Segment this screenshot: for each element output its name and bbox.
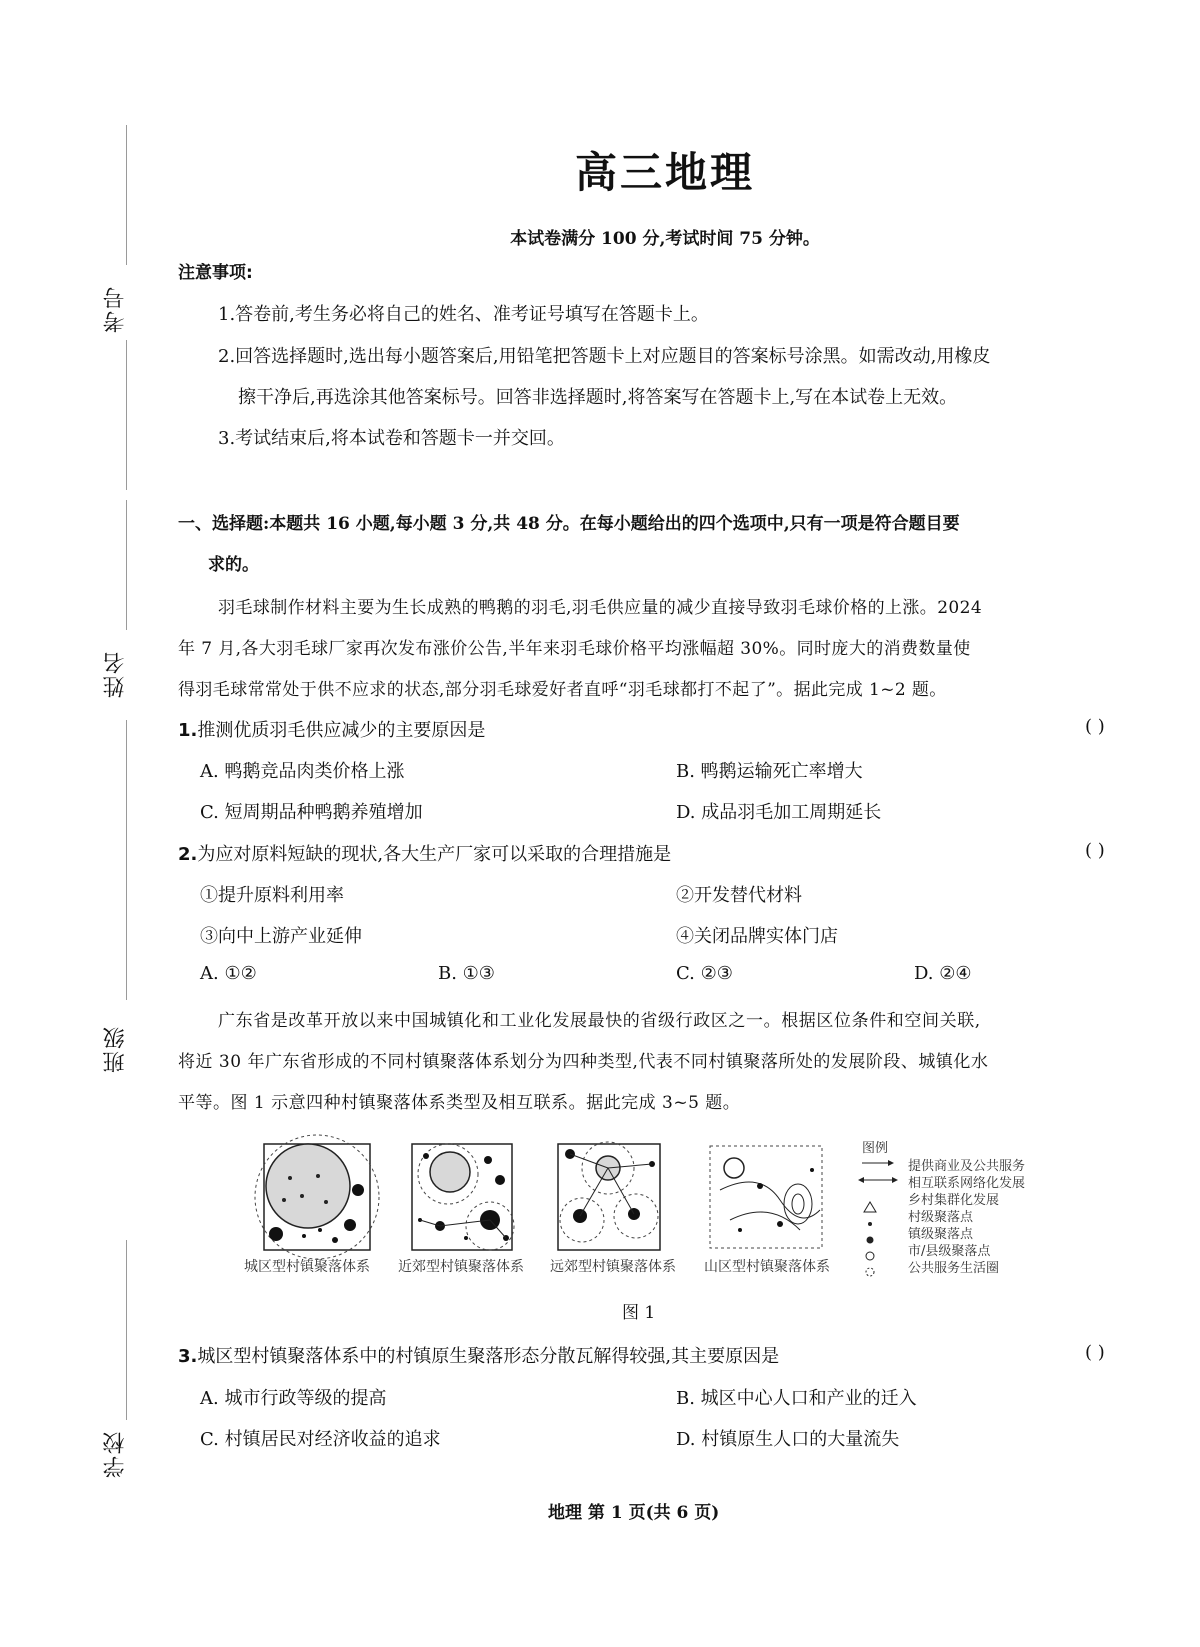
binding-line — [126, 340, 127, 490]
passage2-line2: 将近 30 年广东省形成的不同村镇聚落体系划分为四种类型,代表不同村镇聚落所处的发展阶段、城镇化水 — [178, 1052, 989, 1072]
question-stem: 为应对原料短缺的现状,各大生产厂家可以采取的合理措施是 — [197, 844, 672, 865]
option-d[interactable]: D. ②④ — [914, 963, 972, 984]
passage1-line1: 羽毛球制作材料主要为生长成熟的鸭鹅的羽毛,羽毛供应量的减少直接导致羽毛球价格的上涨。2024 — [218, 598, 983, 618]
notes-item-3: 3.考试结束后,将本试卷和答题卡一并交回。 — [218, 428, 565, 449]
statement-1: ①提升原料利用率 — [200, 885, 344, 906]
passage1-line2: 年 7 月,各大羽毛球厂家再次发布涨价公告,半年来羽毛球价格平均涨幅超 30%。同时庞大的消费数量使 — [178, 639, 971, 659]
question-number: 1. — [178, 720, 198, 741]
section-heading-b: 求的。 — [208, 555, 259, 575]
option-a[interactable]: A. 城市行政等级的提高 — [200, 1388, 387, 1409]
legend-item-village: 村级聚落点 — [908, 1210, 974, 1225]
question-number: 3. — [178, 1346, 198, 1367]
diagram-urban — [255, 1135, 379, 1259]
diagram-exurban — [558, 1142, 660, 1250]
question-number: 2. — [178, 844, 198, 865]
option-a[interactable]: A. ①② — [200, 963, 257, 984]
figure-label: 图 1 — [622, 1303, 656, 1323]
notes-heading: 注意事项: — [178, 263, 253, 283]
section-heading-a: 一、选择题:本题共 16 小题,每小题 3 分,共 48 分。在每小题给出的四个选项中,只有一项是符合题目要 — [178, 514, 960, 534]
question-2 — [178, 840, 671, 866]
option-d[interactable]: D. 成品羽毛加工周期延长 — [676, 802, 882, 823]
answer-blank[interactable]: ( ) — [1085, 716, 1105, 737]
legend-item-cluster: 乡村集群化发展 — [908, 1193, 1000, 1208]
legend-item-town: 镇级聚落点 — [908, 1227, 974, 1242]
notes-item-2b: 擦干净后,再选涂其他答案标号。回答非选择题时,将答案写在答题卡上,写在本试卷上无效。 — [238, 387, 958, 408]
binding-line — [126, 1240, 127, 1420]
option-c[interactable]: C. 村镇居民对经济收益的追求 — [200, 1429, 441, 1450]
diagram-mountain — [710, 1146, 822, 1248]
side-label-school: 学校 — [103, 1430, 128, 1478]
option-a[interactable]: A. 鸭鹅竞品肉类价格上涨 — [200, 761, 405, 782]
binding-line — [126, 500, 127, 630]
legend-title: 图例 — [862, 1141, 889, 1156]
figure-caption-mountain: 山区型村镇聚落体系 — [704, 1259, 830, 1275]
legend-item-service-circle: 公共服务生活圈 — [908, 1261, 1000, 1276]
question-3 — [178, 1342, 779, 1368]
legend-symbols — [858, 1160, 898, 1276]
option-b[interactable]: B. ①③ — [438, 963, 495, 984]
side-label-class: 班级 — [103, 1025, 128, 1073]
legend-item-city: 市/县级聚落点 — [908, 1244, 991, 1259]
notes-item-1: 1.答卷前,考生务必将自己的姓名、准考证号填写在答题卡上。 — [218, 304, 709, 325]
option-c[interactable]: C. 短周期品种鸭鹅养殖增加 — [200, 802, 423, 823]
statement-2: ②开发替代材料 — [676, 885, 802, 906]
answer-blank[interactable]: ( ) — [1085, 1342, 1105, 1363]
side-label-name: 姓名 — [103, 650, 128, 698]
figure-caption-urban: 城区型村镇聚落体系 — [244, 1259, 370, 1275]
question-stem: 推测优质羽毛供应减少的主要原因是 — [197, 720, 486, 741]
figure-caption-exurban: 远郊型村镇聚落体系 — [550, 1259, 676, 1275]
legend-item-service: 提供商业及公共服务 — [908, 1159, 1026, 1174]
statement-3: ③向中上游产业延伸 — [200, 926, 362, 947]
option-c[interactable]: C. ②③ — [676, 963, 733, 984]
passage2-line1: 广东省是改革开放以来中国城镇化和工业化发展最快的省级行政区之一。根据区位条件和空间关联, — [218, 1011, 981, 1031]
page-footer: 地理 第 1 页(共 6 页) — [548, 1503, 720, 1523]
option-b[interactable]: B. 鸭鹅运输死亡率增大 — [676, 761, 863, 782]
question-1 — [178, 716, 485, 742]
option-b[interactable]: B. 城区中心人口和产业的迁入 — [676, 1388, 917, 1409]
side-label-exam-id: 考号 — [103, 285, 128, 333]
statement-4: ④关闭品牌实体门店 — [676, 926, 838, 947]
page-subtitle: 本试卷满分 100 分,考试时间 75 分钟。 — [510, 229, 820, 249]
diagram-suburban — [412, 1144, 514, 1250]
notes-item-2a: 2.回答选择题时,选出每小题答案后,用铅笔把答题卡上对应题目的答案标号涂黑。如需改动,用橡皮 — [218, 346, 991, 367]
passage1-line3: 得羽毛球常常处于供不应求的状态,部分羽毛球爱好者直呼“羽毛球都打不起了”。据此完成 1~2 题。 — [178, 680, 947, 700]
figure-caption-suburban: 近郊型村镇聚落体系 — [398, 1259, 524, 1275]
page-title: 高三地理 — [574, 148, 755, 197]
legend-item-network: 相互联系网络化发展 — [908, 1176, 1026, 1191]
binding-line — [126, 720, 127, 1000]
answer-blank[interactable]: ( ) — [1085, 840, 1105, 861]
question-stem: 城区型村镇聚落体系中的村镇原生聚落形态分散瓦解得较强,其主要原因是 — [197, 1346, 780, 1367]
passage2-line3: 平等。图 1 示意四种村镇聚落体系类型及相互联系。据此完成 3~5 题。 — [178, 1093, 741, 1113]
option-d[interactable]: D. 村镇原生人口的大量流失 — [676, 1429, 900, 1450]
